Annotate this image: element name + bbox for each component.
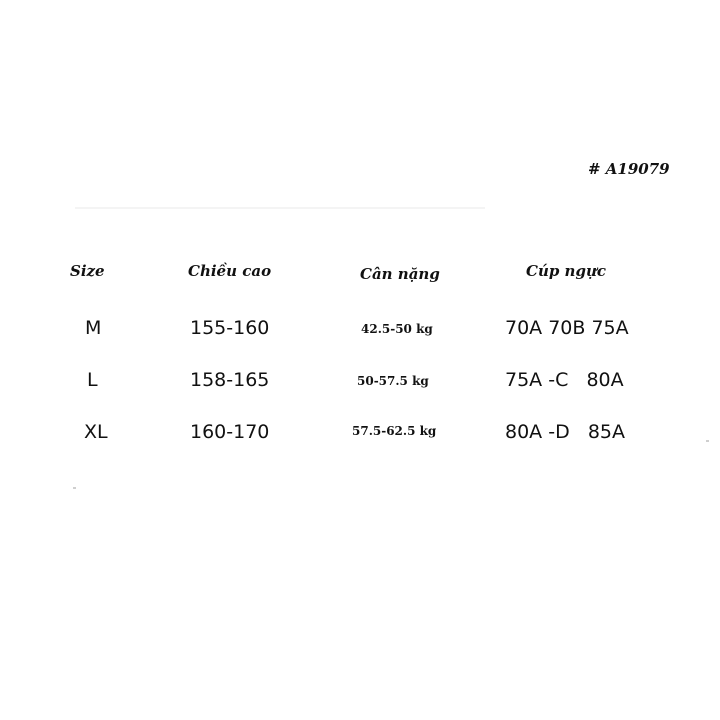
row-cup: 80A -D 85A: [505, 421, 625, 443]
row-cup: 75A -C 80A: [505, 369, 624, 391]
row-weight: 57.5-62.5 kg: [352, 424, 437, 438]
speck: [73, 487, 76, 489]
header-size: Size: [70, 262, 105, 280]
header-height: Chiều cao: [188, 262, 272, 280]
header-cup: Cúp ngực: [526, 262, 606, 280]
row-weight: 42.5-50 kg: [361, 322, 433, 336]
speck: [706, 440, 709, 442]
row-height: 160-170: [190, 421, 270, 443]
row-size: XL: [84, 421, 108, 443]
row-size: M: [85, 317, 102, 339]
header-weight: Cân nặng: [360, 265, 440, 283]
row-height: 158-165: [190, 369, 270, 391]
faint-divider: [75, 207, 485, 209]
row-cup: 70A 70B 75A: [505, 317, 629, 339]
row-weight: 50-57.5 kg: [357, 374, 429, 388]
product-code: # A19079: [588, 160, 670, 178]
row-height: 155-160: [190, 317, 270, 339]
row-size: L: [87, 369, 98, 391]
